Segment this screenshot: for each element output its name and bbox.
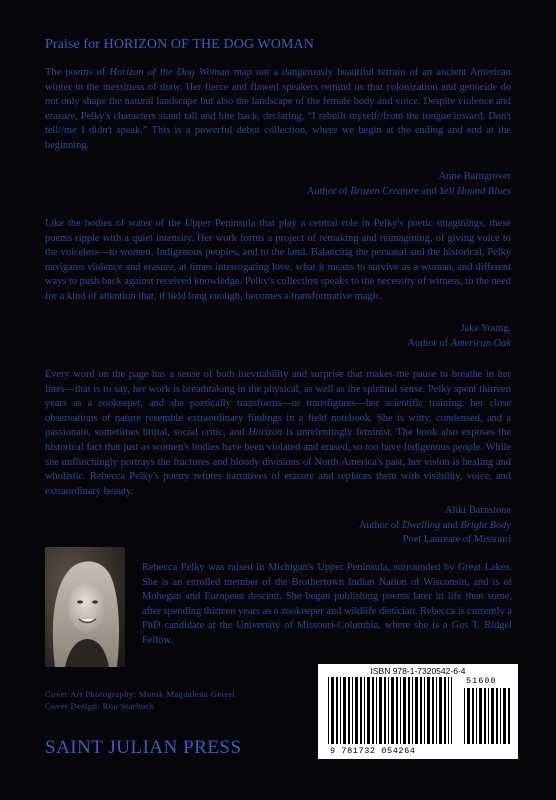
praise-2-role: Author of American Oak	[407, 337, 511, 349]
praise-heading: Praise for HORIZON OF THE DOG WOMAN	[45, 37, 314, 52]
praise-2-text: Like the bodies of water of the Upper Peninsula that play a central role in Pelky's poetic imaginings, these poems ripple with a quiet intensity. Her work forms a project of remaking and reimagining, of giving voice to the voiceless—to women, Indigenous peoples, and to the land. Balancing the personal and the historical, Pelky navigates violence and erasure, at times interrogating love, what it means to survive as a woman, and different ways to push back against received knowledge. Pelky's collection speaks to the necessity of witness, to the need for a kind of attention that, if held long enough, becomes a transformative magic.	[45, 218, 511, 302]
book-title-italic: Horizon of the Dog Woman	[109, 67, 230, 78]
cover-design-credit: Cover Design: Ron Starbuck	[45, 700, 155, 711]
praise-1-role: Author of Brazen Creature and Yell Hound Blues	[306, 185, 511, 197]
praise-1-text: The poems of Horizon of the Dog Woman map out a dangerously beautiful terrain of an ancient American winter in the messiness of thaw. Her fierce and flawed speakers remind us that colonization and genocide do not only shape the natural landscape but also the landscape of the female body and voice. Despite violence and erasure, Pelky's characters stand tall and bite back, declaring, “I rebuilt myself//from the tongue/inward. Don't tell//me I didn't speak.” This is a powerful debut collection, where we begin at the ending and end at the beginning.	[45, 67, 511, 151]
cover-credits	[45, 689, 235, 712]
praise-2-author: Jake Young,	[460, 323, 511, 334]
price-code-digits: 51600	[466, 676, 497, 686]
publisher-name: SAINT JULIAN PRESS	[45, 737, 242, 758]
praise-3-author: Aliki Barnstone	[444, 505, 511, 516]
praise-1-author: Anne Barngrover	[438, 171, 511, 182]
praise-3-role: Author of Dwelling and Bright Body	[358, 519, 511, 531]
praise-1-attribution	[307, 170, 511, 199]
praise-3-role-line2: Poet Laureate of Missouri	[402, 534, 511, 546]
author-portrait-image	[45, 547, 125, 667]
praise-3-text: Every word on the page has a sense of both inevitability and surprise that makes me pause to breathe in her lines—that is to say, her work is breathtaking in the physical, as well as the spiritual sense. Pelky spent thirteen years as a zookeeper, and she poetically transforms—or transfigures—her scientific training: her close observations of nature resemble extraordinary findings in a field notebook. She is witty, condensed, and a passionate, sometimes brutal, social critic, and Horizon is unrelentingly feminist. The book also exposes the historical fact that just as women's bodies have been violated and erased, so too have Indigenous people. While she unflinchingly portrays the fractures and bloody divisions of North America's past, her vision is healing and wholistic. Rebecca Pelky's poetry refutes narratives of erasure and replaces them with visibility, voice, and extraordinary beauty.	[45, 369, 511, 497]
praise-2-attribution	[407, 322, 511, 351]
cover-art-credit: Cover Art Photography: Monik Magdalena Geisel	[45, 689, 236, 699]
barcode-digits: 9 781732 054264	[330, 746, 416, 756]
isbn-text: ISBN 978-1-7320542-6-4	[370, 666, 466, 676]
praise-3-attribution	[359, 504, 511, 548]
author-photo	[45, 547, 125, 667]
isbn-barcode	[318, 664, 518, 759]
author-bio: Rebecca Pelky was raised in Michigan's Upper Peninsula, surrounded by Great Lakes. She is an enrolled member of the Brothertown Indian Nation of Wisconsin, and is of Mohegan and European descent. She began publishing poems later in life than some, after spending thirteen years as a zookeeper and wildlife dietician. Rebecca is currently a PhD candidate at the University of Missouri-Columbia, where she is a Gus T. Ridgel Fellow.	[142, 562, 512, 646]
